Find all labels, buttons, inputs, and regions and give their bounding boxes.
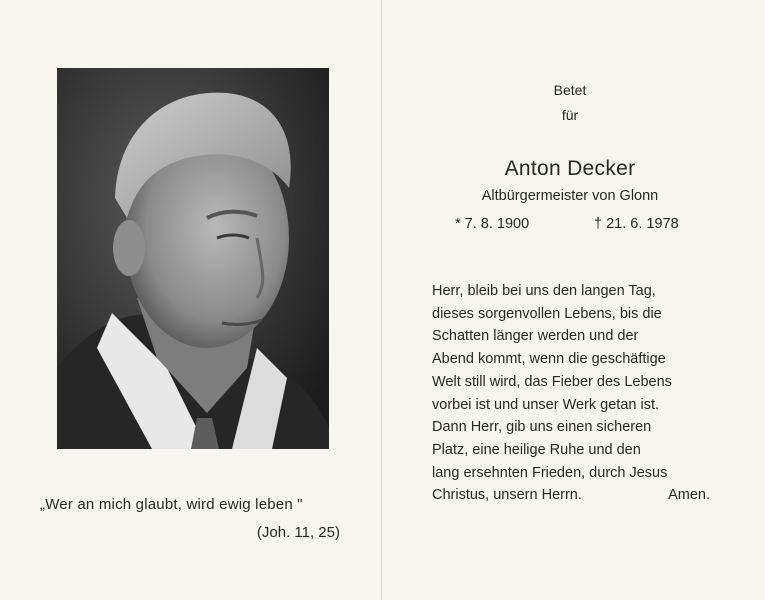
prayer-line: lang ersehnten Frieden, durch Jesus — [432, 464, 668, 481]
death-date: † 21. 6. 1978 — [594, 216, 679, 232]
prayer-line: Schatten länger werden und der — [432, 328, 639, 345]
prayer-line: Herr, bleib bei uns den langen Tag, — [432, 283, 656, 299]
pray-line-2: für — [561, 107, 579, 123]
bible-quote: „Wer an mich glaubt, wird ewig leben " — [40, 496, 303, 513]
prayer-last-row — [432, 484, 710, 507]
prayer-line: Abend kommt, wenn die geschäftige — [432, 351, 666, 368]
prayer-text — [432, 280, 722, 507]
prayer-line: Welt still wird, das Fieber des Lebens — [432, 373, 672, 390]
birth-date: * 7. 8. 1900 — [455, 216, 530, 232]
prayer-line: Dann Herr, gib uns einen sicheren — [432, 419, 652, 436]
deceased-name: Anton Decker — [504, 157, 636, 180]
prayer-line: dieses sorgenvollen Lebens, bis die — [432, 305, 662, 322]
portrait-photo — [57, 68, 329, 449]
bible-reference: (Joh. 11, 25) — [256, 524, 340, 541]
pray-line-1: Betet — [553, 82, 587, 98]
prayer-line: Platz, eine heilige Ruhe und den — [432, 441, 641, 458]
amen: Amen. — [668, 487, 710, 504]
prayer-last-line: Christus, unsern Herrn. — [432, 487, 582, 504]
card-fold — [381, 0, 382, 600]
deceased-title: Altbürgermeister von Glonn — [481, 188, 659, 204]
prayer-line: vorbei ist und unser Werk getan ist. — [432, 396, 660, 413]
